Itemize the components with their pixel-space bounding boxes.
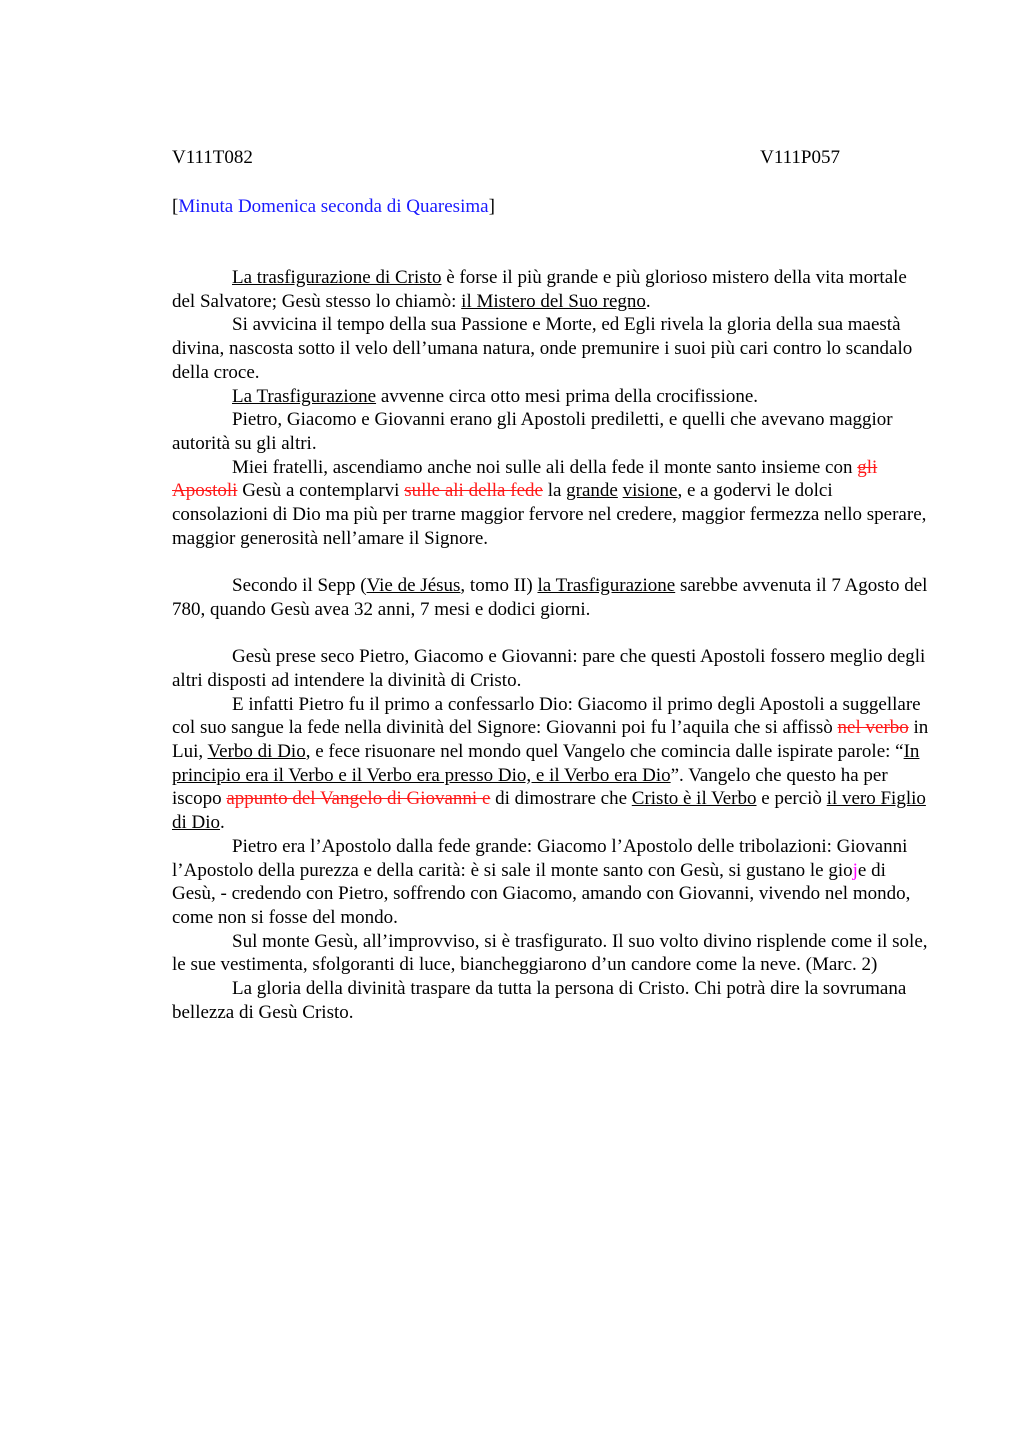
underlined-text: il Mistero del Suo regno xyxy=(461,290,646,312)
text-segment: Gesù prese seco Pietro, Giacomo e Giovanni: pare che questi Apostoli fossero meglio degli altri disposti ad intendere la divinità di Cristo. xyxy=(172,646,926,691)
text-segment: è forse il più grande e più glorioso mistero della vita mortale del Salvatore; Gesù stesso lo chiamò: xyxy=(172,267,907,312)
text-segment: , e a godervi le dolci consolazioni di Dio ma più per trarne maggior fervore nel credere, maggior fermezza nello sperare, maggior generosità nell’amare il Signore. xyxy=(172,480,927,549)
document-code-right: V111P057 xyxy=(760,147,840,168)
text-segment: , tomo II) xyxy=(460,575,538,597)
text-segment: Pietro, Giacomo e Giovanni erano gli Apostoli prediletti, e quelli che avevano maggior autorità su gli altri. xyxy=(172,409,893,454)
paragraph xyxy=(172,313,932,384)
document-code-left: V111T082 xyxy=(172,147,253,168)
text-segment: Miei fratelli, ascendiamo anche noi sulle ali della fede il monte santo insieme con xyxy=(232,456,858,478)
text-segment: sarebbe avvenuta il 7 Agosto del 780, quando Gesù avea 32 anni, 7 mesi e dodici giorni. xyxy=(172,575,928,620)
paragraph xyxy=(172,574,932,621)
text-segment: , e fece risuonare nel mondo quel Vangelo che comincia dalle ispirate parole: “ xyxy=(305,741,904,763)
text-segment: Gesù a contemplarvi xyxy=(237,480,405,502)
underlined-text: In principio era il Verbo e il Verbo era presso Dio, e il Verbo era Dio xyxy=(172,741,920,786)
paragraph xyxy=(172,266,932,313)
text-segment: Si avvicina il tempo della sua Passione e Morte, ed Egli rivela la gloria della sua maestà divina, nascosta sotto il velo dell’umana natura, onde premunire i suoi più cari contro lo scandalo della croce. xyxy=(172,314,913,383)
title-text: Minuta Domenica seconda di Quaresima xyxy=(178,196,489,217)
deleted-text: appunto del Vangelo di Giovanni e xyxy=(226,788,491,810)
title-open-bracket: [ xyxy=(172,196,179,217)
deleted-text: sulle ali della fede xyxy=(404,480,543,502)
paragraph xyxy=(172,385,932,409)
underlined-text: la Trasfigurazione xyxy=(537,575,676,597)
underlined-text: La Trasfigurazione xyxy=(232,385,377,407)
text-segment: Pietro era l’Apostolo dalla fede grande: Giacomo l’Apostolo delle tribolazioni: Giovanni l’Apostolo della purezza e della carità: è si sale il monte santo con Gesù, si gustano le gio xyxy=(172,835,908,881)
paragraph xyxy=(172,835,932,930)
deleted-text: gli Apostoli xyxy=(172,456,878,502)
title-close-bracket: ] xyxy=(488,196,495,217)
text-segment: e di Gesù, - credendo con Pietro, soffrendo con Giacomo, amando con Giovanni, vivendo nel mondo, come non si fosse del mondo. xyxy=(172,859,911,928)
deleted-text: nel verbo xyxy=(837,717,909,739)
text-segment: E infatti Pietro fu il primo a confessarlo Dio: Giacomo il primo degli Apostoli a suggellare col suo sangue la fede nella divinità del Signore: Giovanni poi fu l’aquila che si affissò xyxy=(172,693,921,739)
document-title xyxy=(172,195,495,219)
text-segment: di dimostrare che xyxy=(490,788,632,810)
text-segment: la xyxy=(542,480,567,502)
underlined-text: il vero Figlio di Dio xyxy=(172,788,926,834)
inserted-letter: j xyxy=(852,859,858,881)
paragraph xyxy=(172,930,932,977)
text-segment: in Lui, xyxy=(172,717,929,763)
underlined-text: Vie de Jésus xyxy=(366,575,461,597)
text-segment: avvenne circa otto mesi prima della crocifissione. xyxy=(376,385,759,407)
underlined-text: Verbo di Dio xyxy=(207,741,306,763)
text-segment: Sul monte Gesù, all’improvviso, si è trasfigurato. Il suo volto divino risplende come il sole, le sue vestimenta, sfolgoranti di luce, biancheggiarono d’un candore come la neve. (Marc. 2) xyxy=(172,930,928,976)
paragraph xyxy=(172,456,932,551)
paragraph xyxy=(172,408,932,455)
text-segment: . xyxy=(645,290,651,312)
text-segment: Secondo il Sepp ( xyxy=(232,575,367,597)
underlined-text: grande xyxy=(566,480,618,502)
paragraph xyxy=(172,693,932,835)
text-segment: La gloria della divinità traspare da tutta la persona di Cristo. Chi potrà dire la sovrumana bellezza di Gesù Cristo. xyxy=(172,978,907,1023)
document-header xyxy=(172,146,840,170)
document-body xyxy=(172,266,932,1024)
text-segment: . xyxy=(220,812,225,834)
paragraph xyxy=(172,645,932,692)
underlined-text: La trasfigurazione di Cristo xyxy=(232,267,442,288)
underlined-text: visione xyxy=(622,480,678,502)
text-segment: ”. Vangelo che questo ha per iscopo xyxy=(172,764,888,810)
underlined-text: Cristo è il Verbo xyxy=(631,788,757,810)
text-segment: e perciò xyxy=(756,788,827,810)
paragraph xyxy=(172,977,932,1024)
